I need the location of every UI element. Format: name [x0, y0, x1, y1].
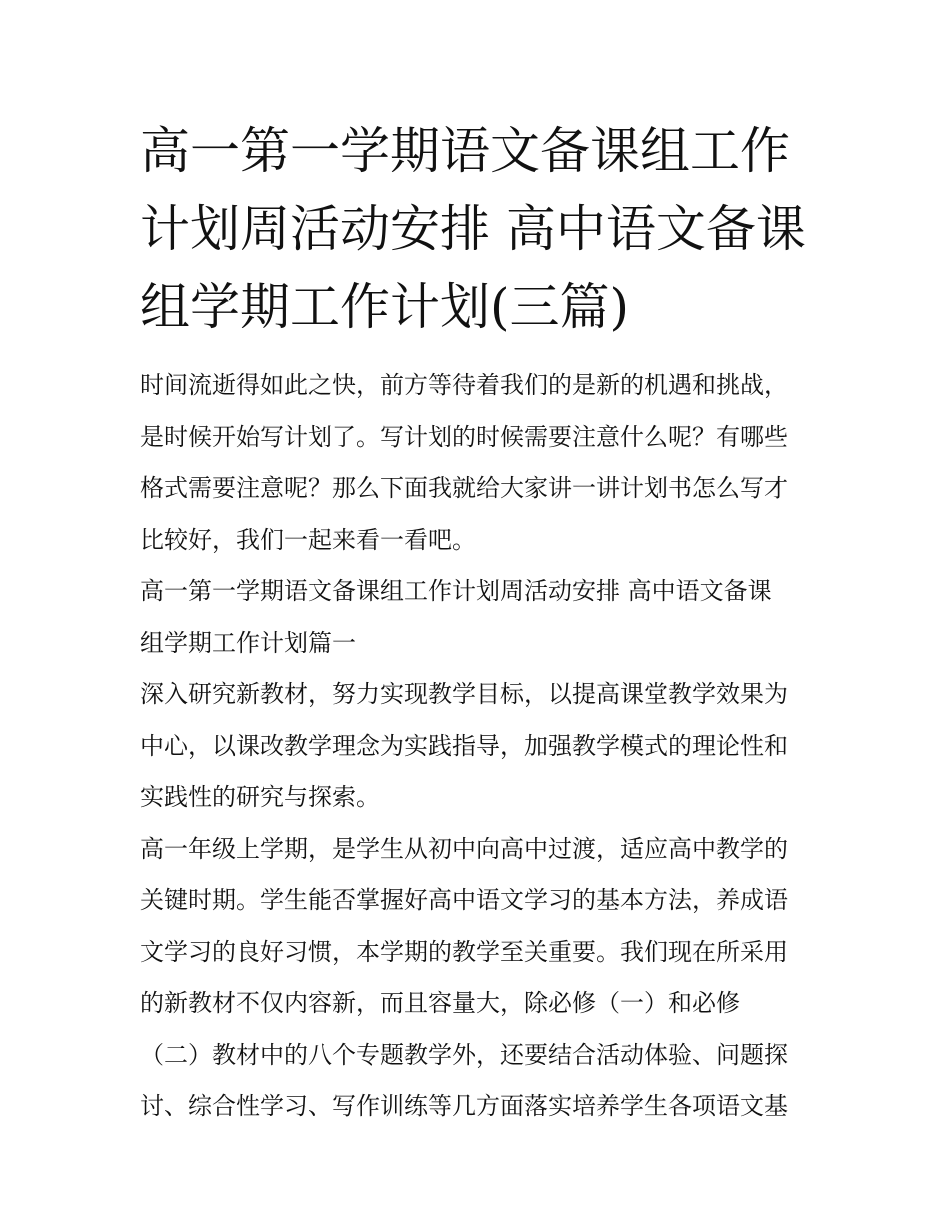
body-paragraph-1: [140, 669, 820, 824]
text-line: 讨、综合性学习、写作训练等几方面落实培养学生各项语文基: [140, 1092, 788, 1120]
text-line: 关键时期。学生能否掌握好高中语文学习的基本方法，养成语: [140, 886, 788, 914]
text-line: 实践性的研究与探索。: [140, 783, 380, 811]
text-line: 是时候开始写计划了。写计划的时候需要注意什么呢？有哪些: [140, 422, 788, 451]
section-heading-paragraph: [140, 566, 820, 669]
title-line-3: 组学期工作计划(三篇): [140, 278, 630, 336]
text-line: 深入研究新教材，努力实现教学目标，以提高课堂教学效果为: [140, 680, 788, 708]
text-line: 文学习的良好习惯，本学期的教学至关重要。我们现在所采用: [140, 937, 788, 966]
text-line: 的新教材不仅内容新，而且容量大，除必修（一）和必修: [140, 989, 740, 1017]
document-content: [140, 112, 820, 1133]
body-paragraph-2: [140, 824, 820, 1133]
title-line-2: 计划周活动安排 高中语文备课: [140, 200, 806, 258]
title-line-1: 高一第一学期语文备课组工作: [140, 122, 790, 180]
text-line: 比较好，我们一起来看一看吧。: [140, 525, 476, 554]
text-line: （二）教材中的八个专题教学外，还要结合活动体验、问题探: [140, 1040, 788, 1069]
text-line: 高一年级上学期，是学生从初中向高中过渡，适应高中教学的: [140, 834, 788, 863]
text-line: 中心，以课改教学理念为实践指导，加强教学模式的理论性和: [140, 731, 788, 760]
document-title: [140, 112, 820, 346]
text-line: 格式需要注意呢？那么下面我就给大家讲一讲计划书怎么写才: [140, 474, 788, 502]
intro-paragraph: [140, 360, 820, 566]
text-line: 组学期工作计划篇一: [140, 628, 356, 657]
text-line: 高一第一学期语文备课组工作计划周活动安排 高中语文备课: [140, 577, 772, 605]
text-line: 时间流逝得如此之快，前方等待着我们的是新的机遇和挑战，: [140, 371, 788, 399]
